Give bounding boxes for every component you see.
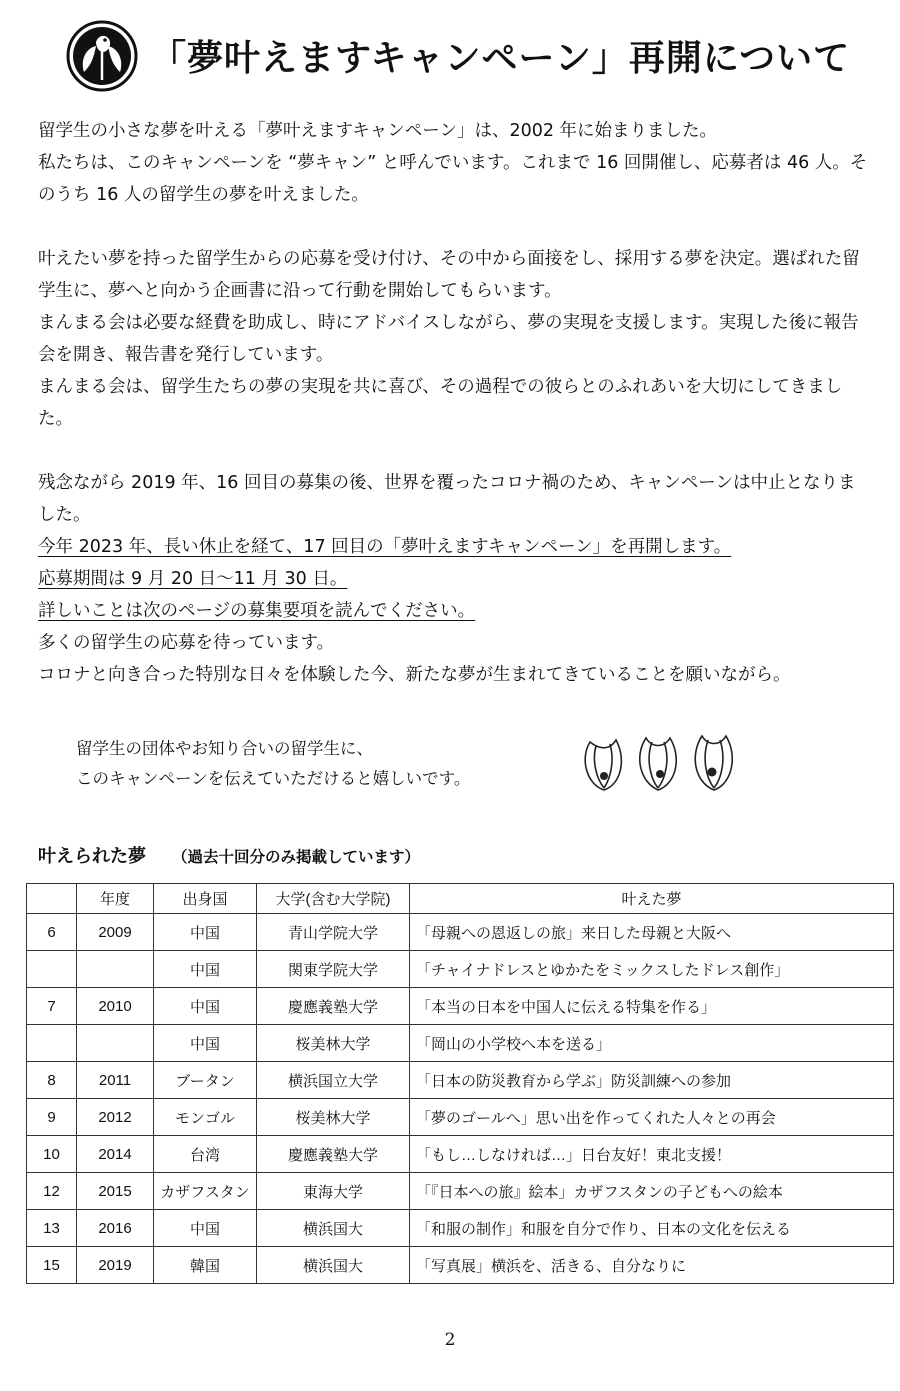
resume-announcement: 今年 2023 年、長い休止を経て、17 回目の「夢叶えますキャンペーン」を再開します。 (38, 537, 732, 557)
cell-country: ブータン (154, 1062, 257, 1099)
cell-university: 関東学院大学 (257, 951, 410, 988)
fulfilled-dreams-table (26, 883, 894, 1284)
cell-year: 2019 (77, 1247, 154, 1284)
cell-university: 青山学院大学 (257, 914, 410, 951)
cell-university: 横浜国大 (257, 1247, 410, 1284)
cell-dream: 「チャイナドレスとゆかたをミックスしたドレス創作」 (410, 951, 894, 988)
cell-no (27, 1025, 77, 1062)
cell-country: カザフスタン (154, 1173, 257, 1210)
details-note: 詳しいことは次のページの募集要項を読んでください。 (38, 601, 476, 621)
cell-year: 2011 (77, 1062, 154, 1099)
cell-no: 13 (27, 1210, 77, 1247)
section-subtitle: （過去十回分のみ掲載しています） (172, 848, 421, 866)
header-dream: 叶えた夢 (410, 884, 894, 914)
cell-no: 15 (27, 1247, 77, 1284)
section-title: 叶えられた夢 (38, 846, 146, 867)
cell-no: 7 (27, 988, 77, 1025)
cell-dream: 「和服の制作」和服を自分で作り、日本の文化を伝える (410, 1210, 894, 1247)
cell-dream: 「岡山の小学校へ本を送る」 (410, 1025, 894, 1062)
body-line: まんまる会は、留学生たちの夢の実現を共に喜び、その過程での彼らとのふれあいを大切にしてきました。 (38, 377, 843, 429)
cell-year: 2015 (77, 1173, 154, 1210)
table-row (27, 1247, 894, 1284)
table-row (27, 1136, 894, 1173)
cell-no: 9 (27, 1099, 77, 1136)
cell-year (77, 951, 154, 988)
table-row (27, 988, 894, 1025)
body-line-underlined (38, 531, 868, 563)
table-row (27, 1099, 894, 1136)
cell-country: モンゴル (154, 1099, 257, 1136)
cell-university: 慶應義塾大学 (257, 988, 410, 1025)
body-line: 私たちは、このキャンペーンを “夢キャン” と呼んでいます。これまで 16 回開催し、応募者は 46 人。そのうち 16 人の留学生の夢を叶えました。 (38, 153, 868, 205)
note-line: 留学生の団体やお知り合いの留学生に、 (76, 739, 373, 758)
cell-country: 中国 (154, 988, 257, 1025)
cell-country: 中国 (154, 951, 257, 988)
cell-dream: 「写真展」横浜を、活きる、自分なりに (410, 1247, 894, 1284)
header-year: 年度 (77, 884, 154, 914)
share-request-note (76, 734, 470, 794)
application-period: 応募期間は 9 月 20 日～11 月 30 日。 (38, 569, 348, 589)
cell-university: 横浜国立大学 (257, 1062, 410, 1099)
cell-no: 12 (27, 1173, 77, 1210)
table-row (27, 914, 894, 951)
cell-country: 台湾 (154, 1136, 257, 1173)
cell-dream: 「夢のゴールへ」思い出を作ってくれた人々との再会 (410, 1099, 894, 1136)
cell-dream: 「本当の日本を中国人に伝える特集を作る」 (410, 988, 894, 1025)
cell-university: 東海大学 (257, 1173, 410, 1210)
cell-country: 韓国 (154, 1247, 257, 1284)
lantern-plant-illustration (580, 728, 760, 800)
cell-no: 6 (27, 914, 77, 951)
cell-university: 慶應義塾大学 (257, 1136, 410, 1173)
page-title: 「夢叶えますキャンペーン」再開について (150, 38, 851, 79)
cell-no (27, 951, 77, 988)
cell-dream: 「日本の防災教育から学ぶ」防災訓練への参加 (410, 1062, 894, 1099)
table-row (27, 1210, 894, 1247)
cell-year: 2014 (77, 1136, 154, 1173)
body-line: 留学生の小さな夢を叶える「夢叶えますキャンペーン」は、2002 年に始まりました。 (38, 121, 718, 141)
cell-year: 2012 (77, 1099, 154, 1136)
body-line-underlined (38, 595, 868, 627)
cell-no: 10 (27, 1136, 77, 1173)
cell-no: 8 (27, 1062, 77, 1099)
table-row (27, 1173, 894, 1210)
body-line: 残念ながら 2019 年、16 回目の募集の後、世界を覆ったコロナ禍のため、キャンペーンは中止となりました。 (38, 473, 856, 525)
header-country: 出身国 (154, 884, 257, 914)
table-header-row (27, 884, 894, 914)
table-row (27, 1062, 894, 1099)
header-no (27, 884, 77, 914)
manmaru-logo (66, 20, 138, 92)
body-line: 叶えたい夢を持った留学生からの応募を受け付け、その中から面接をし、採用する夢を決定。選ばれた留学生に、夢へと向かう企画書に沿って行動を開始してもらいます。 (38, 249, 860, 301)
cell-dream: 「もし…しなければ…」日台友好！東北支援！ (410, 1136, 894, 1173)
cell-country: 中国 (154, 1025, 257, 1062)
note-line: このキャンペーンを伝えていただけると嬉しいです。 (76, 769, 471, 788)
cell-year (77, 1025, 154, 1062)
page-number: 2 (444, 1330, 456, 1350)
fulfilled-dreams-heading (38, 842, 420, 868)
table-row (27, 1025, 894, 1062)
header-university: 大学(含む大学院) (257, 884, 410, 914)
cell-dream: 「『日本への旅』絵本」カザフスタンの子どもへの絵本 (410, 1173, 894, 1210)
cell-university: 桜美林大学 (257, 1099, 410, 1136)
cell-university: 桜美林大学 (257, 1025, 410, 1062)
cell-country: 中国 (154, 914, 257, 951)
cell-dream: 「母親への恩返しの旅」来日した母親と大阪へ (410, 914, 894, 951)
cell-year: 2010 (77, 988, 154, 1025)
table-row (27, 951, 894, 988)
cell-country: 中国 (154, 1210, 257, 1247)
cell-university: 横浜国大 (257, 1210, 410, 1247)
body-line-underlined (38, 563, 868, 595)
body-line: まんまる会は必要な経費を助成し、時にアドバイスしながら、夢の実現を支援します。実現した後に報告会を開き、報告書を発行しています。 (38, 313, 859, 365)
intro-text (38, 115, 868, 691)
cell-year: 2016 (77, 1210, 154, 1247)
body-line: 多くの留学生の応募を待っています。 (38, 633, 335, 653)
cell-year: 2009 (77, 914, 154, 951)
body-line: コロナと向き合った特別な日々を体験した今、新たな夢が生まれてきていることを願いながら。 (38, 665, 791, 685)
